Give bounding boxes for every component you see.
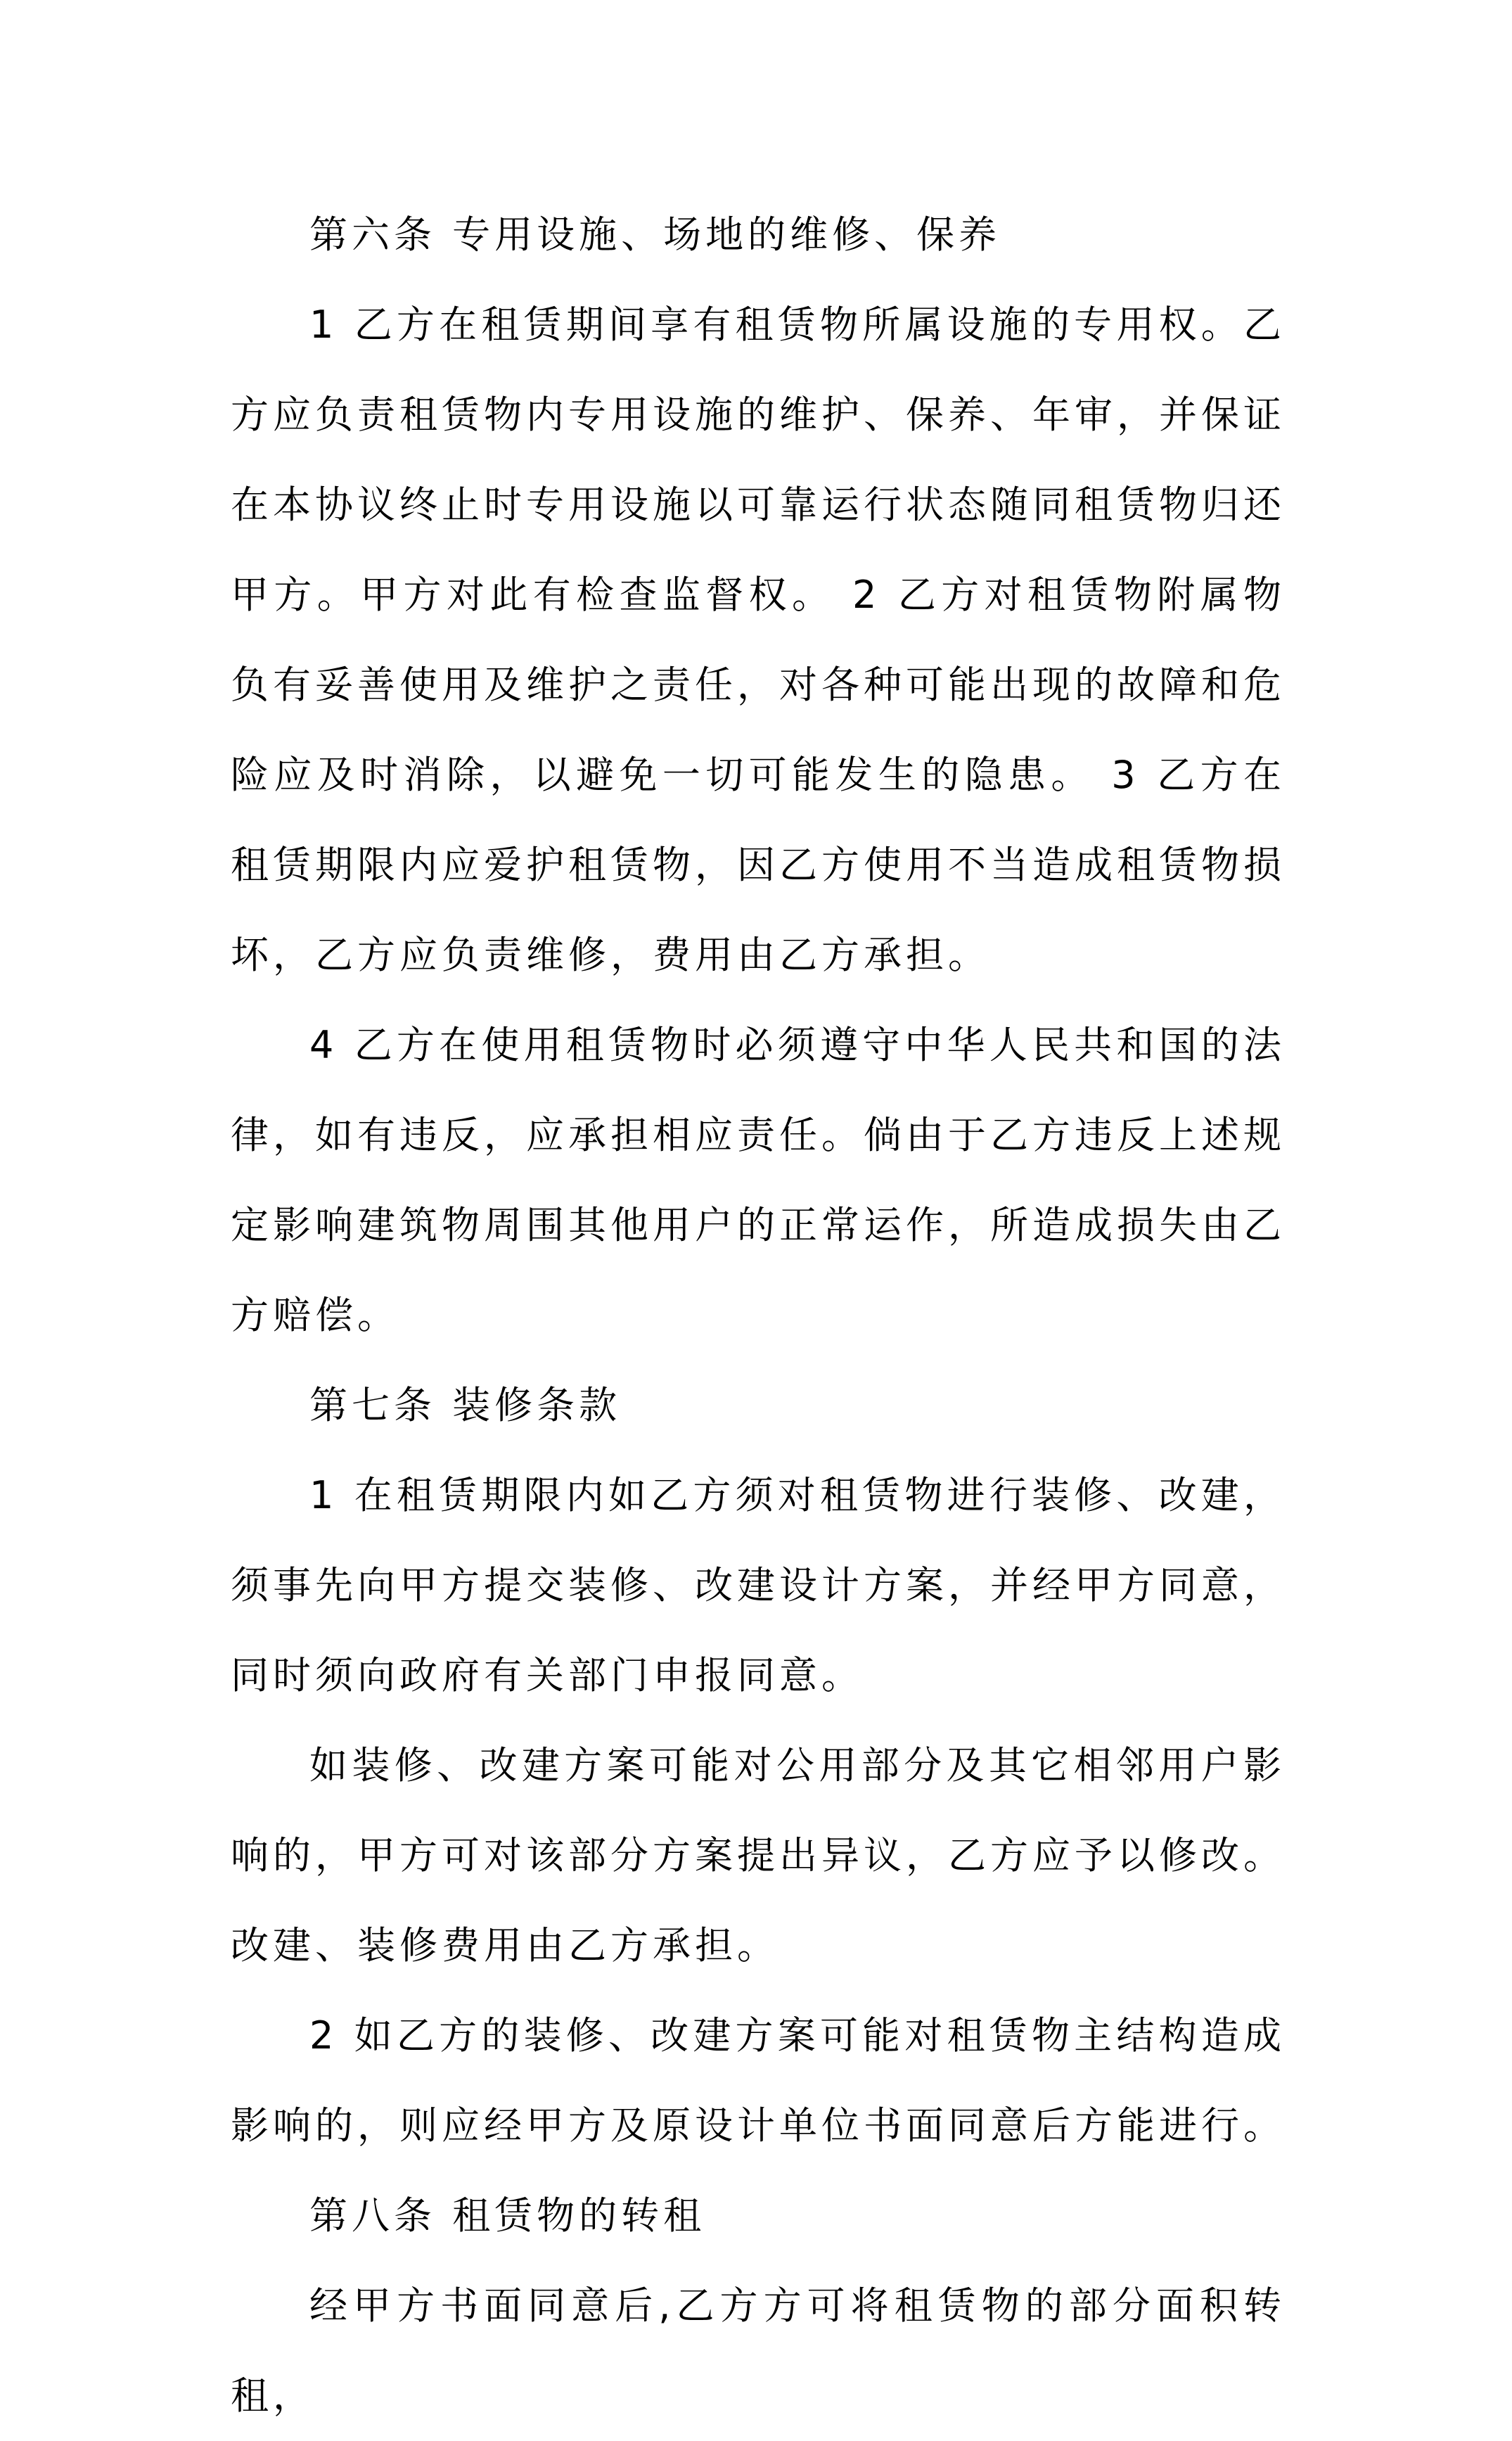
article-6-clause-4: 4 乙方在使用租赁物时必须遵守中华人民共和国的法律，如有违反，应承担相应责任。倘由于乙方违反上述规定影响建筑物周围其他用户的正常运作，所造成损失由乙方赔偿。 (231, 1023, 1286, 1337)
document-page (231, 190, 1286, 2441)
article-6-heading: 第六条 专用设施、场地的维修、保养 (309, 212, 1001, 257)
article-7-heading: 第七条 装修条款 (309, 1383, 622, 1427)
article-7-clause-1-continued: 如装修、改建方案可能对公用部分及其它相邻用户影响的，甲方可对该部分方案提出异议，乙方应予以修改。改建、装修费用由乙方承担。 (231, 1743, 1286, 1968)
article-8-heading: 第八条 租赁物的转租 (309, 2193, 706, 2238)
article-7-clause-1: 1 在租赁期限内如乙方须对租赁物进行装修、改建，须事先向甲方提交装修、改建设计方案，并经甲方同意，同时须向政府有关部门申报同意。 (231, 1473, 1286, 1697)
article-7-clause-2: 2 如乙方的装修、改建方案可能对租赁物主结构造成影响的，则应经甲方及原设计单位书面同意后方能进行。 (231, 2013, 1286, 2148)
article-6-clauses-1-3: 1 乙方在租赁期间享有租赁物所属设施的专用权。乙方应负责租赁物内专用设施的维护、保养、年审，并保证在本协议终止时专用设施以可靠运行状态随同租赁物归还甲方。甲方对此有检查监督权。 2 乙方对租赁物附属物负有妥善使用及维护之责任，对各种可能出现的故障和危险应及时消除，以避免一切可能发生的隐患。 3 乙方在租赁期限内应爱护租赁物，因乙方使用不当造成租赁物损坏，乙方应负责维修，费用由乙方承担。 (231, 302, 1286, 977)
article-8-text: 经甲方书面同意后,乙方方可将租赁物的部分面积转租， (231, 2283, 1286, 2418)
